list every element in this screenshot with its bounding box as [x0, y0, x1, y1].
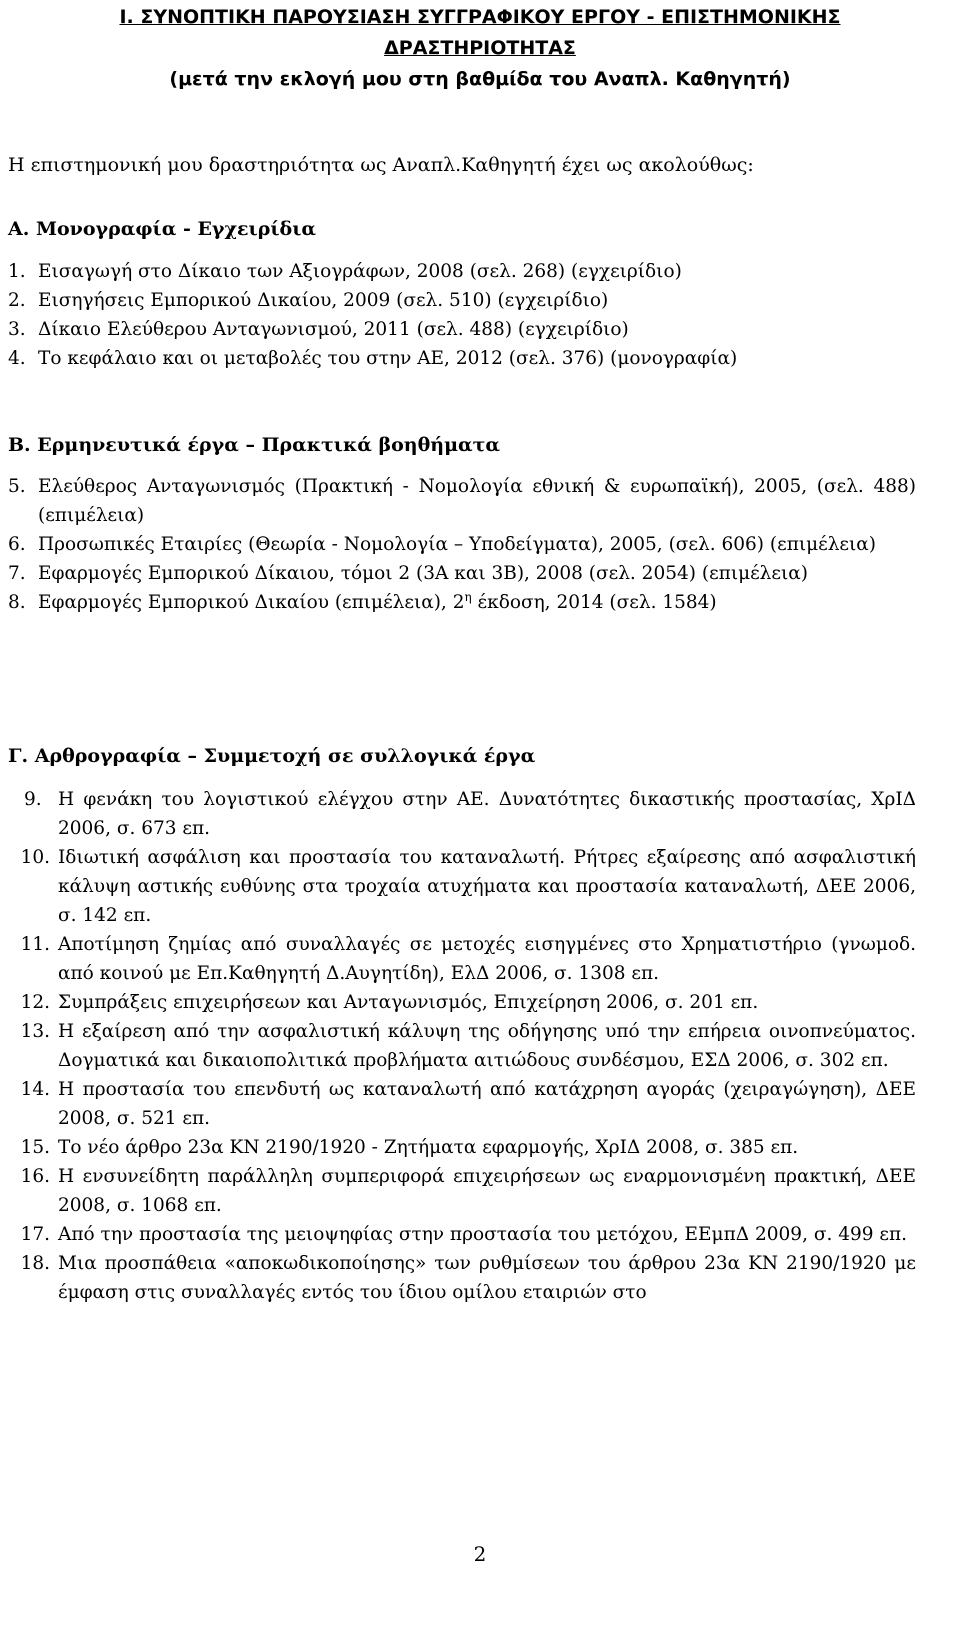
item-number: 10. — [20, 847, 50, 868]
item-number: 17. — [20, 1224, 50, 1245]
list-item — [8, 286, 916, 315]
list-item — [8, 1075, 916, 1133]
list-item — [8, 1162, 916, 1220]
item-number: 4. — [8, 348, 26, 369]
item-number: 18. — [20, 1253, 50, 1274]
item-number: 9. — [24, 789, 42, 810]
list-item — [8, 1249, 916, 1307]
list-item — [8, 1017, 916, 1075]
item-text: Εφαρμογές Εμπορικού Δίκαιου, τόμοι 2 (3Α και 3Β), 2008 (σελ. 2054) (επιμέλεια) — [38, 563, 808, 584]
item-text: Το νέο άρθρο 23α ΚΝ 2190/1920 - Ζητήματα εφαρμογής, ΧρΙΔ 2008, σ. 385 επ. — [58, 1137, 799, 1158]
page-number: 2 — [473, 1542, 487, 1566]
item-text: Από την προστασία της μειοψηφίας στην προστασία του μετόχου, ΕΕμπΔ 2009, σ. 499 επ. — [58, 1224, 908, 1245]
section-b-heading-text: Β. Ερμηνευτικά έργα – Πρακτικά βοηθήματα — [8, 434, 500, 456]
title-line-3: (μετά την εκλογή μου στη βαθμίδα του Αναπλ. Καθηγητή) — [169, 68, 791, 90]
item-text-part-2: έκδοση, 2014 (σελ. 1584) — [471, 592, 717, 613]
list-item — [8, 530, 916, 559]
title-line-2: ΔΡΑΣΤΗΡΙΟΤΗΤΑΣ — [384, 37, 576, 59]
list-item — [8, 344, 916, 373]
item-text: Εισαγωγή στο Δίκαιο των Αξιογράφων, 2008 (σελ. 268) (εγχειρίδιο) — [38, 261, 682, 282]
item-text: Η εξαίρεση από την ασφαλιστική κάλυψη της οδήγησης υπό την επήρεια οινοπνεύματος. Δογματικά και δικαιοπολιτικά προβλήματα αιτιώδους συνδέσμου, ΕΣΔ 2006, σ. 302 επ. — [58, 1021, 916, 1071]
item-text: Προσωπικές Εταιρίες (Θεωρία - Νομολογία – Υποδείγματα), 2005, (σελ. 606) (επιμέλεια) — [38, 534, 876, 555]
item-number: 13. — [20, 1021, 50, 1042]
item-number: 5. — [8, 476, 26, 497]
list-item — [8, 1220, 916, 1249]
item-text: Αποτίμηση ζημίας από συναλλαγές σε μετοχές εισηγμένες στο Χρηματιστήριο (γνωμοδ. από κοινού με Επ.Καθηγητή Δ.Αυγητίδη), ΕλΔ 2006, σ. 1308 επ. — [58, 934, 916, 984]
item-text: Η ενσυνείδητη παράλληλη συμπεριφορά επιχειρήσεων ως εναρμονισμένη πρακτική, ΔΕΕ 2008, σ. 1068 επ. — [58, 1166, 916, 1216]
list-item — [8, 257, 916, 286]
item-text: Ιδιωτική ασφάλιση και προστασία του καταναλωτή. Ρήτρες εξαίρεσης από ασφαλιστική κάλυψη αστικής ευθύνης στα τροχαία ατυχήματα και προστασία καταναλωτή, ΔΕΕ 2006, σ. 142 επ. — [58, 847, 916, 926]
item-number: 6. — [8, 534, 26, 555]
document-title — [0, 2, 960, 95]
item-number: 3. — [8, 319, 26, 340]
item-text: Συμπράξεις επιχειρήσεων και Ανταγωνισμός, Επιχείρηση 2006, σ. 201 επ. — [58, 992, 759, 1013]
list-item — [8, 988, 916, 1017]
section-c-heading-text: Γ. Αρθρογραφία – Συμμετοχή σε συλλογικά έργα — [8, 745, 536, 767]
item-number: 12. — [20, 992, 50, 1013]
item-text: Εισηγήσεις Εμπορικού Δικαίου, 2009 (σελ. 510) (εγχειρίδιο) — [38, 290, 609, 311]
item-number: 2. — [8, 290, 26, 311]
title-line-1: Ι. ΣΥΝΟΠΤΙΚΗ ΠΑΡΟΥΣΙΑΣΗ ΣΥΓΓΡΑΦΙΚΟΥ ΕΡΓΟΥ - ΕΠΙΣΤΗΜΟΝΙΚΗΣ — [119, 6, 841, 28]
section-a-heading: Α. Μονογραφία - Εγχειρίδια — [8, 218, 317, 240]
list-item — [8, 559, 916, 588]
section-a-list — [8, 257, 916, 373]
item-number: 11. — [20, 934, 50, 955]
item-number: 16. — [20, 1166, 50, 1187]
item-number: 1. — [8, 261, 26, 282]
list-item — [8, 472, 916, 530]
section-c-list — [8, 785, 916, 1307]
intro-paragraph: Η επιστημονική μου δραστηριότητα ως Αναπλ.Καθηγητή έχει ως ακολούθως: — [8, 154, 754, 176]
item-number: 7. — [8, 563, 26, 584]
item-text: Μια προσπάθεια «αποκωδικοποίησης» των ρυθμίσεων του άρθρου 23α ΚΝ 2190/1920 με έμφαση στις συναλλαγές εντός του ίδιου ομίλου εταιριών στο — [58, 1253, 916, 1303]
item-number: 15. — [20, 1137, 50, 1158]
section-c-heading — [8, 745, 535, 767]
list-item — [8, 315, 916, 344]
item-text-part-1: Εφαρμογές Εμπορικού Δικαίου (επιμέλεια), 2 — [38, 592, 465, 613]
section-b-list — [8, 472, 916, 617]
list-item — [8, 785, 916, 843]
list-item — [8, 843, 916, 930]
section-b-heading — [8, 434, 500, 456]
item-superscript: η — [464, 589, 472, 604]
item-number: 8. — [8, 592, 26, 613]
item-text: Το κεφάλαιο και οι μεταβολές του στην ΑΕ, 2012 (σελ. 376) (μονογραφία) — [38, 348, 738, 369]
item-text: Η φενάκη του λογιστικού ελέγχου στην ΑΕ. Δυνατότητες δικαστικής προστασίας, ΧρΙΔ 2006, σ. 673 επ. — [58, 789, 916, 839]
list-item — [8, 588, 916, 617]
item-text: Δίκαιο Ελεύθερου Ανταγωνισμού, 2011 (σελ. 488) (εγχειρίδιο) — [38, 319, 629, 340]
list-item — [8, 930, 916, 988]
item-number: 14. — [20, 1079, 50, 1100]
item-text: Η προστασία του επενδυτή ως καταναλωτή από κατάχρηση αγοράς (χειραγώγηση), ΔΕΕ 2008, σ. 521 επ. — [58, 1079, 916, 1129]
list-item — [8, 1133, 916, 1162]
item-text: Ελεύθερος Ανταγωνισμός (Πρακτική - Νομολογία εθνική & ευρωπαϊκή), 2005, (σελ. 488) (επιμέλεια) — [38, 476, 916, 526]
